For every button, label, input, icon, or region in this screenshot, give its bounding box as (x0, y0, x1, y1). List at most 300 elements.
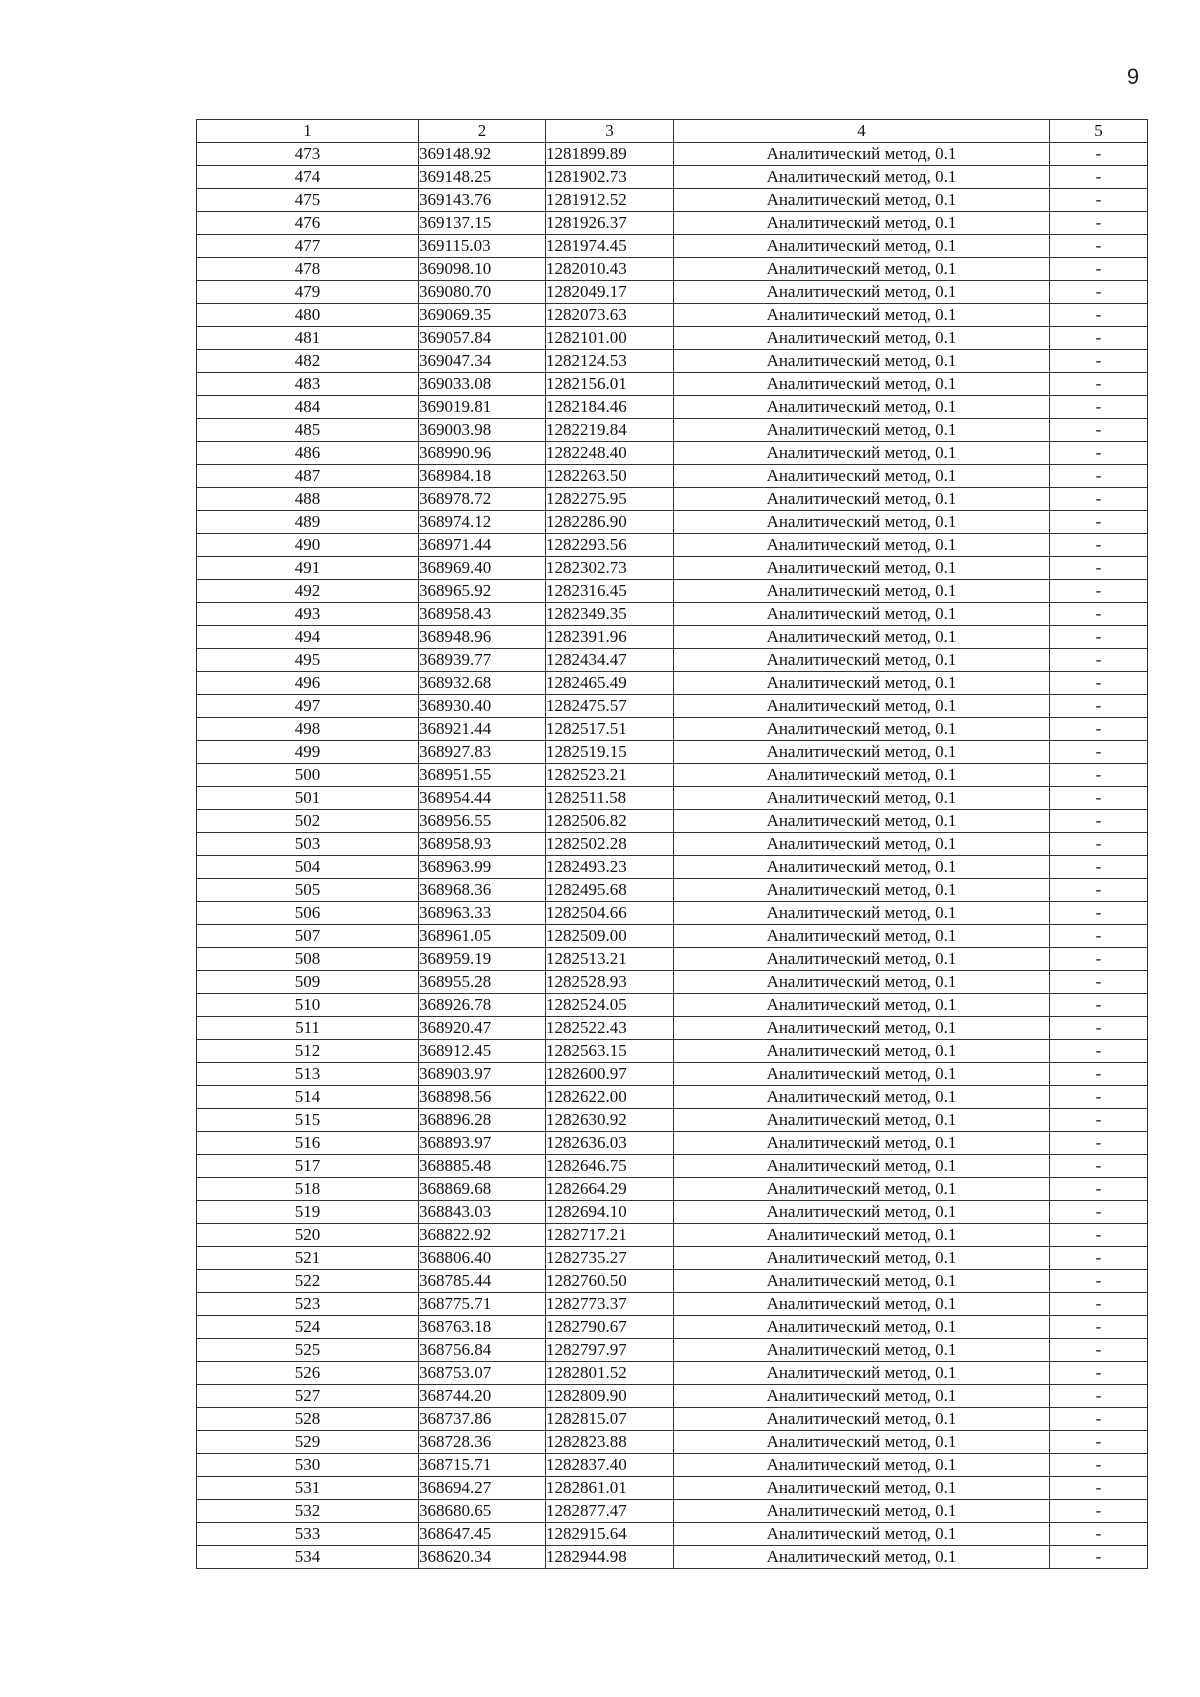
table-row (197, 1201, 1148, 1224)
description-cell: - (1050, 994, 1148, 1017)
y-coordinate-cell: 1282434.47 (546, 649, 674, 672)
x-coordinate-cell: 368728.36 (419, 1431, 546, 1454)
table-row (197, 925, 1148, 948)
method-cell: Аналитический метод, 0.1 (674, 373, 1050, 396)
y-coordinate-cell: 1281926.37 (546, 212, 674, 235)
method-cell: Аналитический метод, 0.1 (674, 350, 1050, 373)
y-coordinate-cell: 1282502.28 (546, 833, 674, 856)
y-coordinate-cell: 1282513.21 (546, 948, 674, 971)
x-coordinate-cell: 368756.84 (419, 1339, 546, 1362)
description-cell: - (1050, 902, 1148, 925)
method-cell: Аналитический метод, 0.1 (674, 1339, 1050, 1362)
description-cell: - (1050, 1431, 1148, 1454)
y-coordinate-cell: 1282735.27 (546, 1247, 674, 1270)
y-coordinate-cell: 1282293.56 (546, 534, 674, 557)
point-number-cell: 485 (197, 419, 419, 442)
method-cell: Аналитический метод, 0.1 (674, 1408, 1050, 1431)
y-coordinate-cell: 1282302.73 (546, 557, 674, 580)
description-cell: - (1050, 1293, 1148, 1316)
method-cell: Аналитический метод, 0.1 (674, 396, 1050, 419)
x-coordinate-cell: 368954.44 (419, 787, 546, 810)
point-number-cell: 491 (197, 557, 419, 580)
y-coordinate-cell: 1282630.92 (546, 1109, 674, 1132)
description-cell: - (1050, 1523, 1148, 1546)
method-cell: Аналитический метод, 0.1 (674, 1362, 1050, 1385)
method-cell: Аналитический метод, 0.1 (674, 856, 1050, 879)
table-row (197, 580, 1148, 603)
table-row (197, 511, 1148, 534)
table-row (197, 603, 1148, 626)
table-row (197, 672, 1148, 695)
y-coordinate-cell: 1282773.37 (546, 1293, 674, 1316)
table-row (197, 1546, 1148, 1569)
x-coordinate-cell: 368806.40 (419, 1247, 546, 1270)
x-coordinate-cell: 368974.12 (419, 511, 546, 534)
description-cell: - (1050, 1201, 1148, 1224)
method-cell: Аналитический метод, 0.1 (674, 741, 1050, 764)
x-coordinate-cell: 368956.55 (419, 810, 546, 833)
method-cell: Аналитический метод, 0.1 (674, 672, 1050, 695)
y-coordinate-cell: 1282493.23 (546, 856, 674, 879)
table-row (197, 212, 1148, 235)
description-cell: - (1050, 534, 1148, 557)
method-cell: Аналитический метод, 0.1 (674, 327, 1050, 350)
point-number-cell: 480 (197, 304, 419, 327)
table-row (197, 1040, 1148, 1063)
x-coordinate-cell: 368715.71 (419, 1454, 546, 1477)
point-number-cell: 527 (197, 1385, 419, 1408)
y-coordinate-cell: 1282790.67 (546, 1316, 674, 1339)
y-coordinate-cell: 1282275.95 (546, 488, 674, 511)
description-cell: - (1050, 465, 1148, 488)
table-row (197, 1385, 1148, 1408)
y-coordinate-cell: 1282664.29 (546, 1178, 674, 1201)
x-coordinate-cell: 368958.43 (419, 603, 546, 626)
x-coordinate-cell: 369098.10 (419, 258, 546, 281)
x-coordinate-cell: 368898.56 (419, 1086, 546, 1109)
table-row (197, 902, 1148, 925)
point-number-cell: 504 (197, 856, 419, 879)
y-coordinate-cell: 1282861.01 (546, 1477, 674, 1500)
table-row (197, 396, 1148, 419)
x-coordinate-cell: 369080.70 (419, 281, 546, 304)
point-number-cell: 521 (197, 1247, 419, 1270)
table-row (197, 143, 1148, 166)
table-row (197, 695, 1148, 718)
description-cell: - (1050, 1040, 1148, 1063)
x-coordinate-cell: 368969.40 (419, 557, 546, 580)
x-coordinate-cell: 369148.92 (419, 143, 546, 166)
point-number-cell: 531 (197, 1477, 419, 1500)
table-row (197, 488, 1148, 511)
table-row (197, 1454, 1148, 1477)
x-coordinate-cell: 369143.76 (419, 189, 546, 212)
x-coordinate-cell: 368753.07 (419, 1362, 546, 1385)
method-cell: Аналитический метод, 0.1 (674, 258, 1050, 281)
y-coordinate-cell: 1282760.50 (546, 1270, 674, 1293)
y-coordinate-cell: 1282504.66 (546, 902, 674, 925)
x-coordinate-cell: 368893.97 (419, 1132, 546, 1155)
description-cell: - (1050, 143, 1148, 166)
table-row (197, 1362, 1148, 1385)
point-number-cell: 514 (197, 1086, 419, 1109)
x-coordinate-cell: 368978.72 (419, 488, 546, 511)
description-cell: - (1050, 304, 1148, 327)
y-coordinate-cell: 1282801.52 (546, 1362, 674, 1385)
description-cell: - (1050, 580, 1148, 603)
x-coordinate-cell: 368958.93 (419, 833, 546, 856)
x-coordinate-cell: 369003.98 (419, 419, 546, 442)
method-cell: Аналитический метод, 0.1 (674, 879, 1050, 902)
x-coordinate-cell: 369137.15 (419, 212, 546, 235)
description-cell: - (1050, 1270, 1148, 1293)
point-number-cell: 515 (197, 1109, 419, 1132)
x-coordinate-cell: 369019.81 (419, 396, 546, 419)
x-coordinate-cell: 368932.68 (419, 672, 546, 695)
table-row (197, 879, 1148, 902)
header-point-number: 1 (197, 120, 419, 143)
table-row (197, 1178, 1148, 1201)
table-row (197, 235, 1148, 258)
method-cell: Аналитический метод, 0.1 (674, 764, 1050, 787)
x-coordinate-cell: 368990.96 (419, 442, 546, 465)
description-cell: - (1050, 856, 1148, 879)
y-coordinate-cell: 1281902.73 (546, 166, 674, 189)
point-number-cell: 520 (197, 1224, 419, 1247)
point-number-cell: 478 (197, 258, 419, 281)
description-cell: - (1050, 1454, 1148, 1477)
method-cell: Аналитический метод, 0.1 (674, 304, 1050, 327)
point-number-cell: 493 (197, 603, 419, 626)
point-number-cell: 529 (197, 1431, 419, 1454)
y-coordinate-cell: 1282797.97 (546, 1339, 674, 1362)
description-cell: - (1050, 948, 1148, 971)
y-coordinate-cell: 1282101.00 (546, 327, 674, 350)
point-number-cell: 499 (197, 741, 419, 764)
table-row (197, 189, 1148, 212)
x-coordinate-cell: 368744.20 (419, 1385, 546, 1408)
y-coordinate-cell: 1282528.93 (546, 971, 674, 994)
method-cell: Аналитический метод, 0.1 (674, 603, 1050, 626)
method-cell: Аналитический метод, 0.1 (674, 902, 1050, 925)
y-coordinate-cell: 1281899.89 (546, 143, 674, 166)
y-coordinate-cell: 1282823.88 (546, 1431, 674, 1454)
point-number-cell: 492 (197, 580, 419, 603)
x-coordinate-cell: 368930.40 (419, 695, 546, 718)
description-cell: - (1050, 833, 1148, 856)
description-cell: - (1050, 1155, 1148, 1178)
x-coordinate-cell: 368971.44 (419, 534, 546, 557)
point-number-cell: 519 (197, 1201, 419, 1224)
point-number-cell: 489 (197, 511, 419, 534)
description-cell: - (1050, 925, 1148, 948)
y-coordinate-cell: 1282465.49 (546, 672, 674, 695)
y-coordinate-cell: 1282316.45 (546, 580, 674, 603)
point-number-cell: 508 (197, 948, 419, 971)
y-coordinate-cell: 1282523.21 (546, 764, 674, 787)
description-cell: - (1050, 166, 1148, 189)
method-cell: Аналитический метод, 0.1 (674, 1523, 1050, 1546)
point-number-cell: 501 (197, 787, 419, 810)
y-coordinate-cell: 1282495.68 (546, 879, 674, 902)
x-coordinate-cell: 368955.28 (419, 971, 546, 994)
method-cell: Аналитический метод, 0.1 (674, 1201, 1050, 1224)
table-row (197, 764, 1148, 787)
y-coordinate-cell: 1282915.64 (546, 1523, 674, 1546)
table-row (197, 327, 1148, 350)
description-cell: - (1050, 488, 1148, 511)
method-cell: Аналитический метод, 0.1 (674, 1385, 1050, 1408)
x-coordinate-cell: 368912.45 (419, 1040, 546, 1063)
point-number-cell: 502 (197, 810, 419, 833)
x-coordinate-cell: 368951.55 (419, 764, 546, 787)
x-coordinate-cell: 369115.03 (419, 235, 546, 258)
point-number-cell: 483 (197, 373, 419, 396)
method-cell: Аналитический метод, 0.1 (674, 1247, 1050, 1270)
description-cell: - (1050, 419, 1148, 442)
method-cell: Аналитический метод, 0.1 (674, 994, 1050, 1017)
point-number-cell: 509 (197, 971, 419, 994)
method-cell: Аналитический метод, 0.1 (674, 1017, 1050, 1040)
description-cell: - (1050, 511, 1148, 534)
x-coordinate-cell: 368620.34 (419, 1546, 546, 1569)
table-row (197, 442, 1148, 465)
x-coordinate-cell: 368647.45 (419, 1523, 546, 1546)
header-y-coordinate: 3 (546, 120, 674, 143)
table-row (197, 1477, 1148, 1500)
point-number-cell: 522 (197, 1270, 419, 1293)
point-number-cell: 533 (197, 1523, 419, 1546)
y-coordinate-cell: 1282511.58 (546, 787, 674, 810)
y-coordinate-cell: 1282563.15 (546, 1040, 674, 1063)
method-cell: Аналитический метод, 0.1 (674, 212, 1050, 235)
table-body (197, 143, 1148, 1569)
x-coordinate-cell: 369148.25 (419, 166, 546, 189)
table-row (197, 741, 1148, 764)
y-coordinate-cell: 1282809.90 (546, 1385, 674, 1408)
table-row (197, 1132, 1148, 1155)
x-coordinate-cell: 368965.92 (419, 580, 546, 603)
y-coordinate-cell: 1282156.01 (546, 373, 674, 396)
method-cell: Аналитический метод, 0.1 (674, 833, 1050, 856)
point-number-cell: 481 (197, 327, 419, 350)
method-cell: Аналитический метод, 0.1 (674, 1477, 1050, 1500)
point-number-cell: 486 (197, 442, 419, 465)
x-coordinate-cell: 368822.92 (419, 1224, 546, 1247)
table-row (197, 810, 1148, 833)
y-coordinate-cell: 1282248.40 (546, 442, 674, 465)
table-row (197, 1086, 1148, 1109)
x-coordinate-cell: 368903.97 (419, 1063, 546, 1086)
y-coordinate-cell: 1282509.00 (546, 925, 674, 948)
description-cell: - (1050, 1132, 1148, 1155)
description-cell: - (1050, 258, 1148, 281)
method-cell: Аналитический метод, 0.1 (674, 442, 1050, 465)
method-cell: Аналитический метод, 0.1 (674, 1132, 1050, 1155)
table-row (197, 557, 1148, 580)
point-number-cell: 507 (197, 925, 419, 948)
x-coordinate-cell: 368775.71 (419, 1293, 546, 1316)
description-cell: - (1050, 1316, 1148, 1339)
method-cell: Аналитический метод, 0.1 (674, 1063, 1050, 1086)
x-coordinate-cell: 368869.68 (419, 1178, 546, 1201)
table-row (197, 1224, 1148, 1247)
method-cell: Аналитический метод, 0.1 (674, 1155, 1050, 1178)
description-cell: - (1050, 787, 1148, 810)
description-cell: - (1050, 235, 1148, 258)
point-number-cell: 497 (197, 695, 419, 718)
description-cell: - (1050, 1063, 1148, 1086)
table-header (197, 120, 1148, 143)
description-cell: - (1050, 281, 1148, 304)
point-number-cell: 526 (197, 1362, 419, 1385)
method-cell: Аналитический метод, 0.1 (674, 1178, 1050, 1201)
point-number-cell: 510 (197, 994, 419, 1017)
description-cell: - (1050, 810, 1148, 833)
point-number-cell: 487 (197, 465, 419, 488)
header-row (197, 120, 1148, 143)
point-number-cell: 500 (197, 764, 419, 787)
y-coordinate-cell: 1282524.05 (546, 994, 674, 1017)
description-cell: - (1050, 1546, 1148, 1569)
x-coordinate-cell: 368984.18 (419, 465, 546, 488)
point-number-cell: 506 (197, 902, 419, 925)
x-coordinate-cell: 368939.77 (419, 649, 546, 672)
x-coordinate-cell: 368843.03 (419, 1201, 546, 1224)
point-number-cell: 518 (197, 1178, 419, 1201)
x-coordinate-cell: 368763.18 (419, 1316, 546, 1339)
table-row (197, 1063, 1148, 1086)
method-cell: Аналитический метод, 0.1 (674, 626, 1050, 649)
description-cell: - (1050, 1086, 1148, 1109)
description-cell: - (1050, 1247, 1148, 1270)
y-coordinate-cell: 1282519.15 (546, 741, 674, 764)
point-number-cell: 505 (197, 879, 419, 902)
description-cell: - (1050, 649, 1148, 672)
x-coordinate-cell: 369047.34 (419, 350, 546, 373)
point-number-cell: 534 (197, 1546, 419, 1569)
table-row (197, 419, 1148, 442)
description-cell: - (1050, 396, 1148, 419)
point-number-cell: 517 (197, 1155, 419, 1178)
method-cell: Аналитический метод, 0.1 (674, 580, 1050, 603)
point-number-cell: 496 (197, 672, 419, 695)
table-row (197, 718, 1148, 741)
y-coordinate-cell: 1282517.51 (546, 718, 674, 741)
table-row (197, 649, 1148, 672)
method-cell: Аналитический метод, 0.1 (674, 281, 1050, 304)
table-row (197, 994, 1148, 1017)
x-coordinate-cell: 368785.44 (419, 1270, 546, 1293)
description-cell: - (1050, 741, 1148, 764)
description-cell: - (1050, 764, 1148, 787)
method-cell: Аналитический метод, 0.1 (674, 511, 1050, 534)
description-cell: - (1050, 1362, 1148, 1385)
y-coordinate-cell: 1282049.17 (546, 281, 674, 304)
description-cell: - (1050, 971, 1148, 994)
point-number-cell: 495 (197, 649, 419, 672)
point-number-cell: 525 (197, 1339, 419, 1362)
header-x-coordinate: 2 (419, 120, 546, 143)
x-coordinate-cell: 368963.99 (419, 856, 546, 879)
y-coordinate-cell: 1282717.21 (546, 1224, 674, 1247)
description-cell: - (1050, 1408, 1148, 1431)
x-coordinate-cell: 368680.65 (419, 1500, 546, 1523)
description-cell: - (1050, 373, 1148, 396)
table-row (197, 281, 1148, 304)
description-cell: - (1050, 1385, 1148, 1408)
point-number-cell: 484 (197, 396, 419, 419)
table-row (197, 1316, 1148, 1339)
header-description: 5 (1050, 120, 1148, 143)
y-coordinate-cell: 1282475.57 (546, 695, 674, 718)
table-row (197, 1339, 1148, 1362)
method-cell: Аналитический метод, 0.1 (674, 1454, 1050, 1477)
point-number-cell: 494 (197, 626, 419, 649)
table-row (197, 1270, 1148, 1293)
point-number-cell: 513 (197, 1063, 419, 1086)
method-cell: Аналитический метод, 0.1 (674, 649, 1050, 672)
description-cell: - (1050, 350, 1148, 373)
x-coordinate-cell: 369033.08 (419, 373, 546, 396)
y-coordinate-cell: 1282124.53 (546, 350, 674, 373)
point-number-cell: 475 (197, 189, 419, 212)
method-cell: Аналитический метод, 0.1 (674, 1293, 1050, 1316)
point-number-cell: 503 (197, 833, 419, 856)
table-row (197, 1523, 1148, 1546)
point-number-cell: 512 (197, 1040, 419, 1063)
method-cell: Аналитический метод, 0.1 (674, 1500, 1050, 1523)
x-coordinate-cell: 368948.96 (419, 626, 546, 649)
y-coordinate-cell: 1282073.63 (546, 304, 674, 327)
description-cell: - (1050, 718, 1148, 741)
method-cell: Аналитический метод, 0.1 (674, 189, 1050, 212)
table-row (197, 534, 1148, 557)
table-row (197, 1017, 1148, 1040)
method-cell: Аналитический метод, 0.1 (674, 787, 1050, 810)
x-coordinate-cell: 369069.35 (419, 304, 546, 327)
y-coordinate-cell: 1282522.43 (546, 1017, 674, 1040)
y-coordinate-cell: 1282219.84 (546, 419, 674, 442)
description-cell: - (1050, 1109, 1148, 1132)
x-coordinate-cell: 368920.47 (419, 1017, 546, 1040)
description-cell: - (1050, 1224, 1148, 1247)
description-cell: - (1050, 695, 1148, 718)
method-cell: Аналитический метод, 0.1 (674, 810, 1050, 833)
point-number-cell: 488 (197, 488, 419, 511)
method-cell: Аналитический метод, 0.1 (674, 1270, 1050, 1293)
y-coordinate-cell: 1282815.07 (546, 1408, 674, 1431)
table-row (197, 1431, 1148, 1454)
method-cell: Аналитический метод, 0.1 (674, 488, 1050, 511)
y-coordinate-cell: 1282622.00 (546, 1086, 674, 1109)
method-cell: Аналитический метод, 0.1 (674, 1431, 1050, 1454)
method-cell: Аналитический метод, 0.1 (674, 718, 1050, 741)
description-cell: - (1050, 442, 1148, 465)
table-row (197, 856, 1148, 879)
table-row (197, 258, 1148, 281)
x-coordinate-cell: 368896.28 (419, 1109, 546, 1132)
y-coordinate-cell: 1282391.96 (546, 626, 674, 649)
description-cell: - (1050, 557, 1148, 580)
method-cell: Аналитический метод, 0.1 (674, 971, 1050, 994)
y-coordinate-cell: 1281912.52 (546, 189, 674, 212)
page-number: 9 (1126, 64, 1140, 89)
point-number-cell: 511 (197, 1017, 419, 1040)
coordinates-table (196, 119, 1148, 1569)
description-cell: - (1050, 1477, 1148, 1500)
point-number-cell: 474 (197, 166, 419, 189)
